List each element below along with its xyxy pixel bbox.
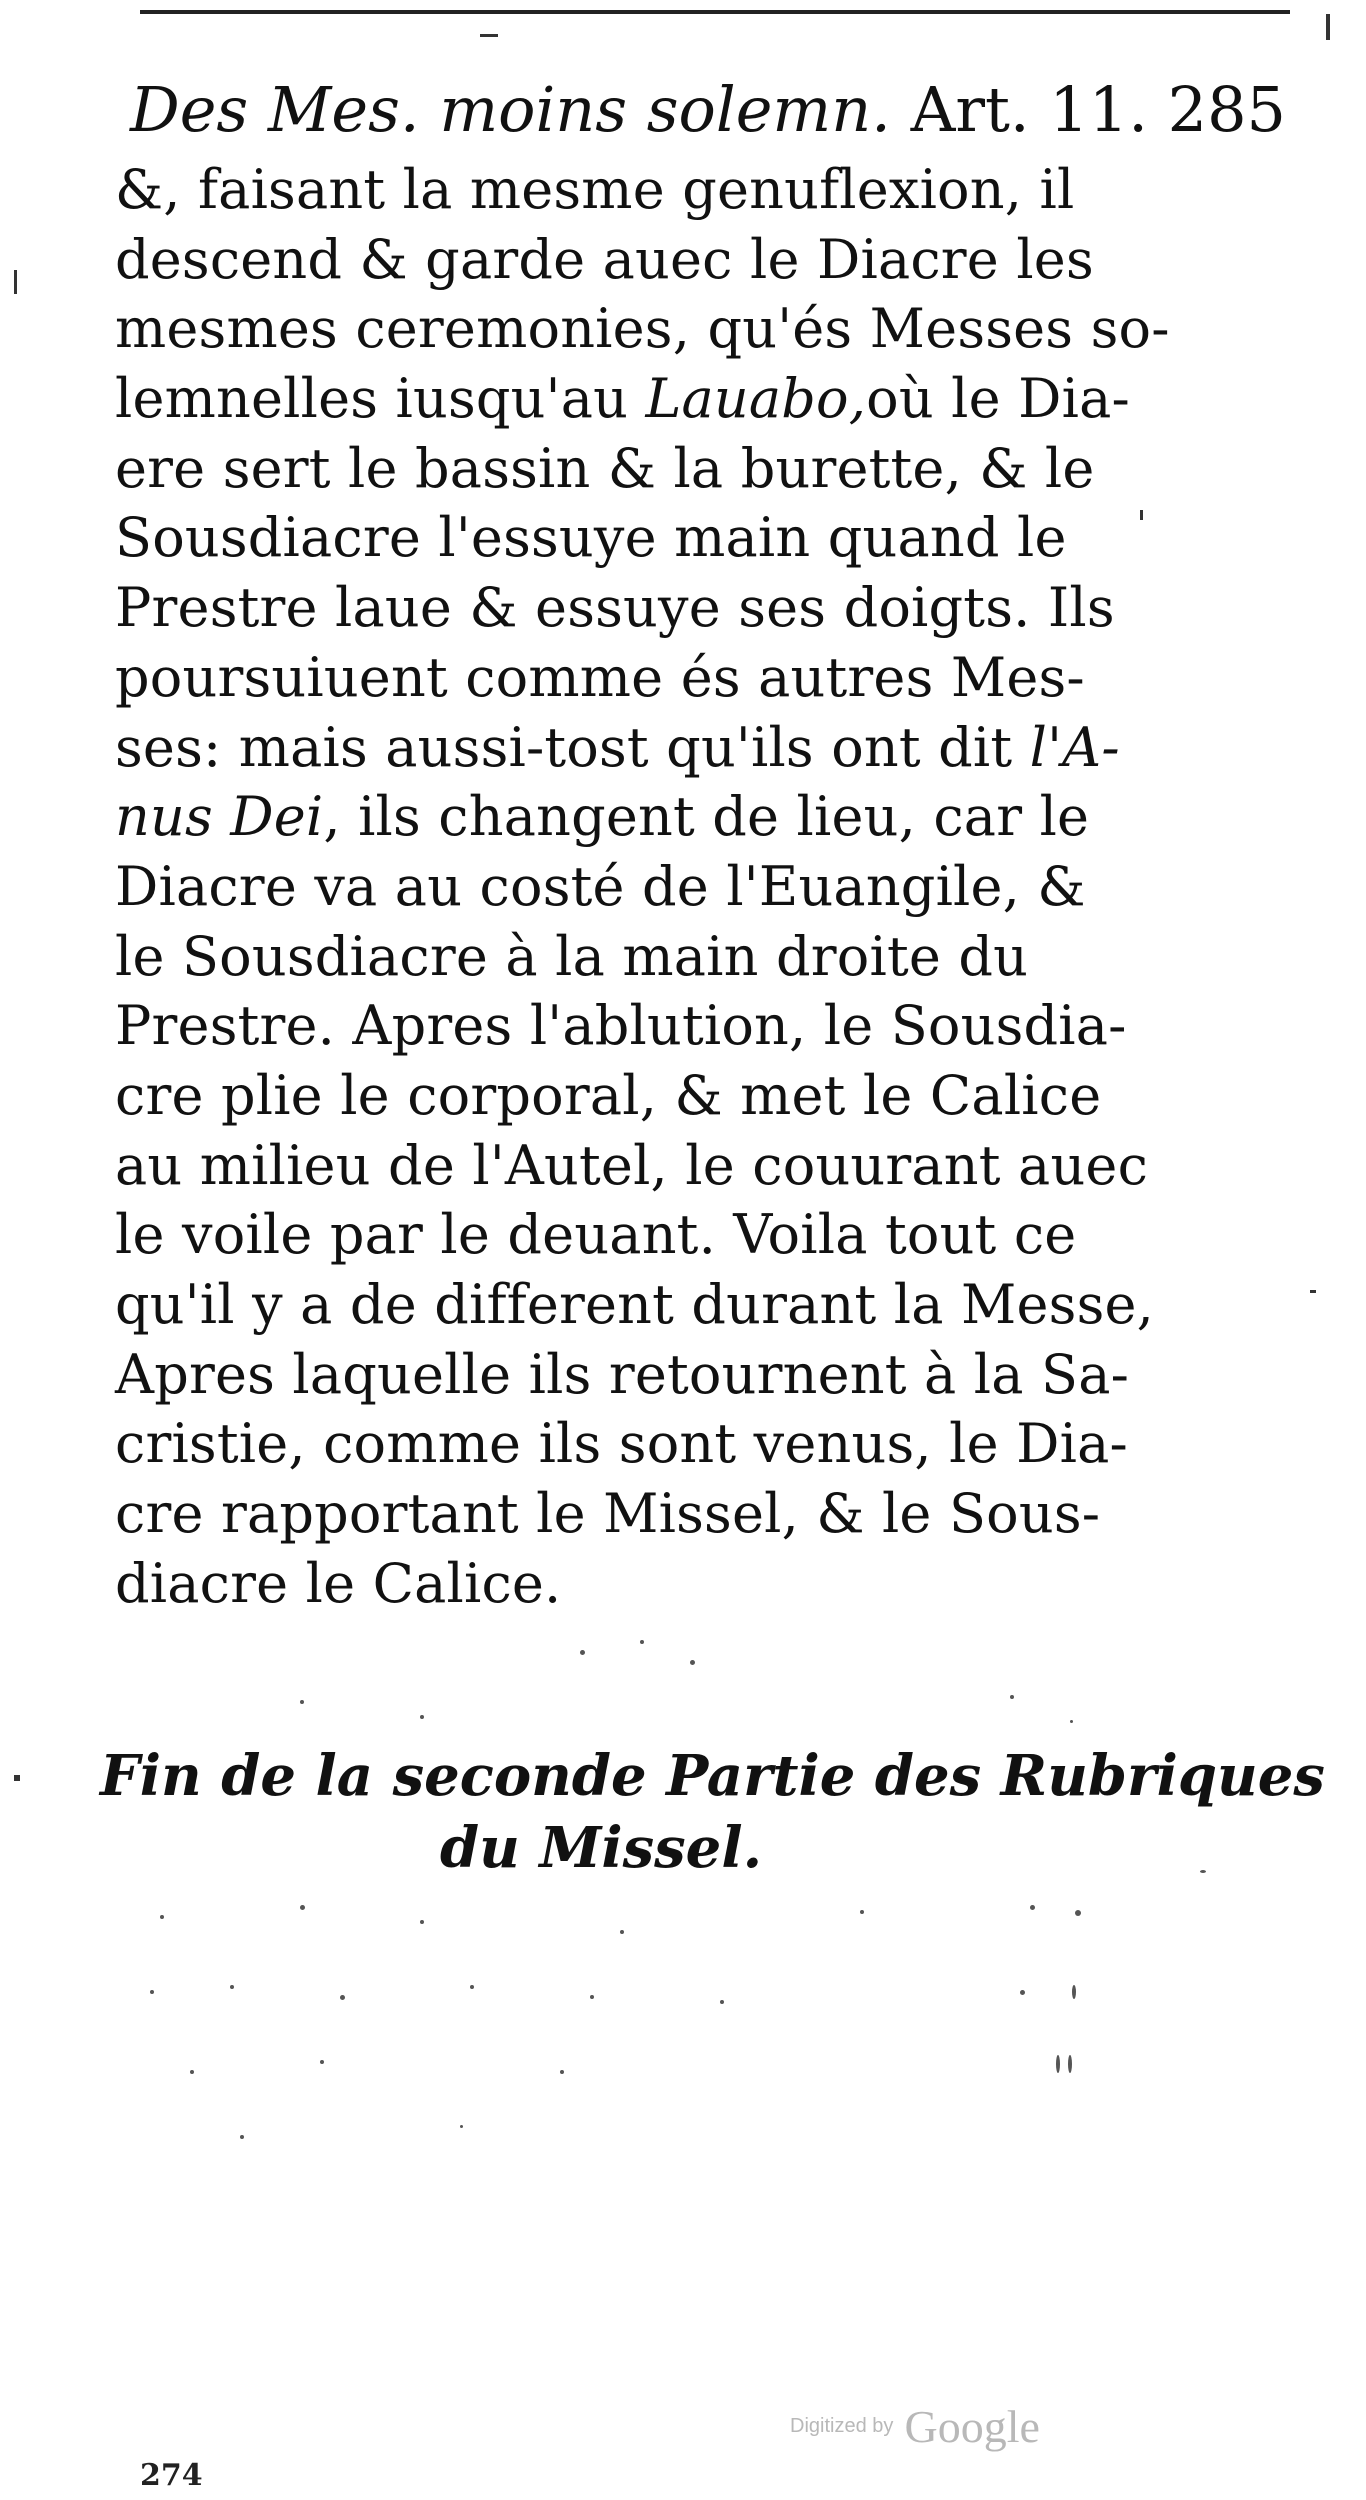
scan-speck bbox=[1010, 1695, 1014, 1699]
top-rule bbox=[140, 10, 1290, 14]
scan-speck bbox=[1056, 2055, 1060, 2073]
text-line: Apres laquelle ils retournent à la Sa- bbox=[115, 1342, 1130, 1406]
text-line: le Sousdiacre à la main droite du bbox=[115, 924, 1029, 988]
right-margin-mark bbox=[1140, 510, 1143, 520]
text-line: ere sert le bassin & la burette, & le bbox=[115, 436, 1095, 500]
text-line: le voile par le deuant. Voila tout ce bbox=[115, 1203, 1077, 1267]
text-line: mesmes ceremonies, qu'és Messes so- bbox=[115, 297, 1170, 361]
text-line: cre plie le corporal, & met le Calice bbox=[115, 1063, 1102, 1127]
right-margin-mark bbox=[1310, 1290, 1316, 1293]
top-rule-tick bbox=[480, 34, 498, 37]
scan-speck bbox=[640, 1640, 644, 1644]
left-margin-mark bbox=[14, 1775, 20, 1781]
scan-speck bbox=[1068, 2055, 1072, 2073]
text-line-part: ses: mais aussi-tost qu'ils ont dit bbox=[115, 715, 1013, 779]
scan-speck bbox=[1200, 1870, 1206, 1873]
scan-speck bbox=[460, 2125, 463, 2128]
scan-speck bbox=[470, 1985, 474, 1989]
text-line-part: , ils changent de lieu, car le bbox=[323, 785, 1090, 849]
text-line: Prestre. Apres l'ablution, le Sousdia- bbox=[115, 994, 1127, 1058]
text-line bbox=[115, 713, 1120, 783]
scan-speck bbox=[240, 2135, 244, 2139]
lauabo-term: Lauabo, bbox=[645, 367, 867, 431]
text-line: Diacre va au costé de l'Euangile, & bbox=[115, 854, 1086, 918]
signature-mark: 274 bbox=[140, 2458, 203, 2493]
colophon-line-2: du Missel. bbox=[440, 1815, 763, 1881]
text-line: descend & garde auec le Diacre les bbox=[115, 227, 1094, 291]
text-line bbox=[115, 782, 1115, 852]
scan-speck bbox=[420, 1920, 424, 1924]
text-line bbox=[115, 364, 1130, 434]
text-line: Prestre laue & essuye ses doigts. Ils bbox=[115, 576, 1115, 640]
scan-speck bbox=[340, 1995, 345, 2000]
scan-speck bbox=[860, 1910, 864, 1914]
scan-speck bbox=[160, 1915, 164, 1919]
scan-speck bbox=[230, 1985, 234, 1989]
agnus-dei-term: nus Dei bbox=[115, 785, 324, 849]
body-text bbox=[115, 155, 1170, 1618]
text-line-part: où le Dia- bbox=[866, 367, 1130, 431]
google-logo: Google bbox=[904, 2401, 1040, 2452]
scan-speck bbox=[1075, 1910, 1081, 1916]
watermark-prefix: Digitized by bbox=[790, 2415, 894, 2437]
agnus-start: l'A- bbox=[1029, 715, 1120, 779]
scan-speck bbox=[690, 1660, 695, 1665]
running-header bbox=[130, 70, 1286, 150]
scan-speck bbox=[1030, 1905, 1035, 1910]
scan-speck bbox=[580, 1650, 585, 1655]
scan-speck bbox=[720, 2000, 724, 2004]
text-line: cristie, comme ils sont venus, le Dia- bbox=[115, 1412, 1128, 1476]
digitized-watermark bbox=[790, 2400, 1090, 2460]
scan-speck bbox=[320, 2060, 324, 2064]
scan-speck bbox=[590, 1995, 594, 1999]
text-line: poursuiuent comme és autres Mes- bbox=[115, 645, 1085, 709]
scan-speck bbox=[150, 1990, 154, 1994]
scan-speck bbox=[300, 1700, 304, 1704]
scan-speck bbox=[1072, 1985, 1076, 1999]
colophon bbox=[100, 1740, 1325, 1884]
text-line: qu'il y a de different durant la Messe, bbox=[115, 1273, 1155, 1336]
running-title: Des Mes. moins solemn. bbox=[130, 73, 891, 146]
scan-speck bbox=[1070, 1720, 1073, 1723]
left-margin-mark bbox=[14, 270, 17, 294]
colophon-line-1: Fin de la seconde Partie des Rubriques bbox=[100, 1743, 1325, 1809]
text-line: Sousdiacre l'essuye main quand le bbox=[115, 506, 1067, 570]
scan-speck bbox=[420, 1715, 424, 1719]
scan-speck bbox=[620, 1930, 624, 1934]
scan-speck bbox=[190, 2070, 194, 2074]
scan-speck bbox=[300, 1905, 305, 1910]
article-number: Art. 11. bbox=[910, 73, 1148, 146]
scan-speck bbox=[560, 2070, 564, 2074]
scan-speck bbox=[1020, 1990, 1025, 1995]
text-line: &, faisant la mesme genuflexion, il bbox=[115, 158, 1075, 221]
text-line: cre rapportant le Missel, & le Sous- bbox=[115, 1482, 1101, 1546]
text-line: au milieu de l'Autel, le couurant auec bbox=[115, 1133, 1149, 1197]
text-line: diacre le Calice. bbox=[115, 1551, 562, 1615]
right-edge-mark bbox=[1326, 14, 1330, 40]
page-number: 285 bbox=[1167, 73, 1286, 146]
text-line-part: lemnelles iusqu'au bbox=[115, 367, 629, 431]
